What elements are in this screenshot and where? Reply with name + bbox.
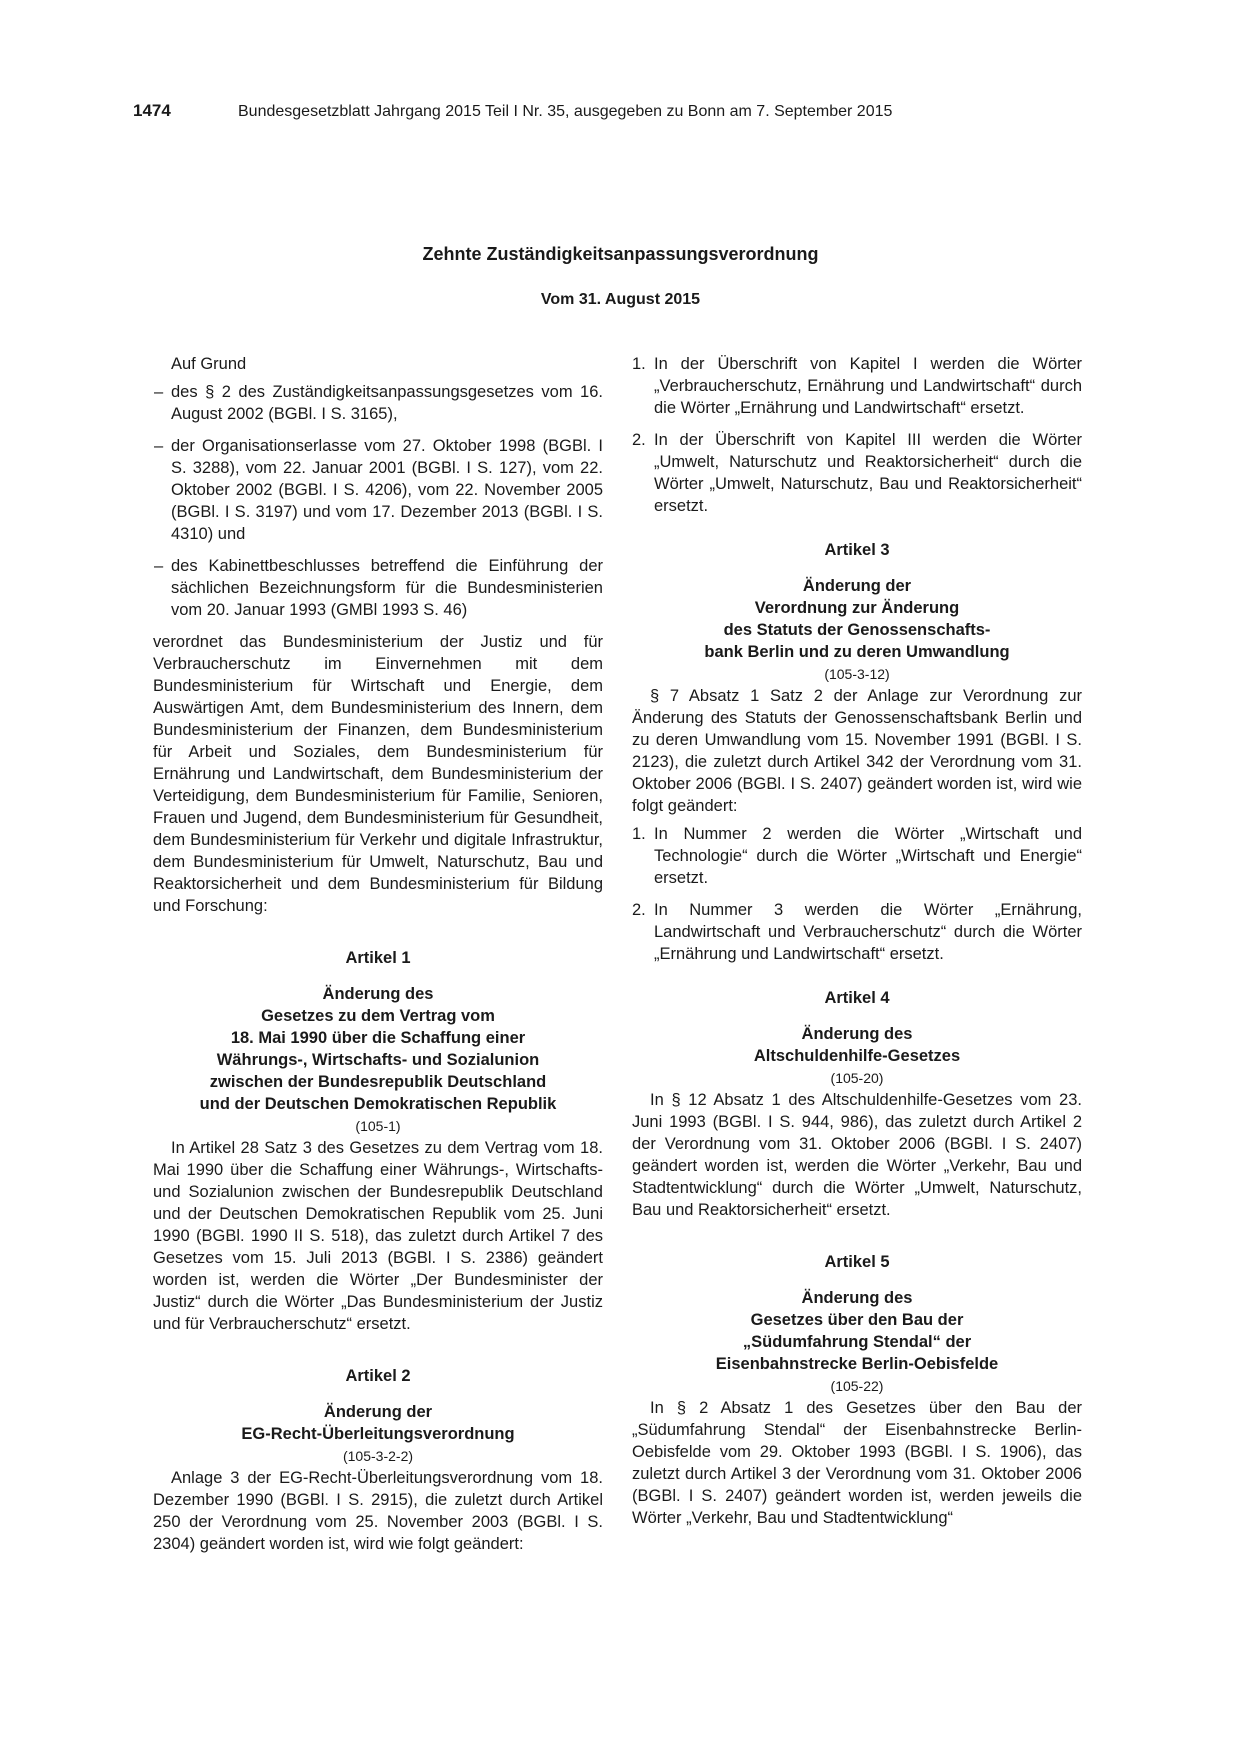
title-line: Währungs-, Wirtschafts- und Sozialunion — [216, 1051, 540, 1069]
title-line: Änderung des — [322, 985, 434, 1003]
article-heading: Artikel 2 — [345, 1367, 411, 1385]
article-2 — [153, 1365, 603, 1555]
list-item: – des Kabinettbeschlusses betreffend die Einführung der sächlichen Bezeichnungsform für die Bundesministerien vom 20. Januar 1993 (GMBl 1993 S. 46) — [154, 557, 603, 619]
title-line: Verordnung zur Änderung — [754, 599, 960, 617]
list-item: 1. In der Überschrift von Kapitel I werden die Wörter „Verbraucherschutz, Ernährung und Landwirtschaft“ durch die Wörter „Ernährung und Landwirtschaft“ ersetzt. — [632, 355, 1082, 417]
list-item: 2. In der Überschrift von Kapitel III werden die Wörter „Umwelt, Naturschutz und Reaktorsicherheit“ durch die Wörter „Umwelt, Naturschutz, Bau und Reaktorsicherheit“ ersetzt. — [632, 431, 1082, 515]
article-heading: Artikel 4 — [824, 989, 890, 1007]
title-line: EG-Recht-Überleitungsverordnung — [241, 1425, 515, 1443]
title-line: Altschuldenhilfe-Gesetzes — [753, 1047, 961, 1065]
fna-number: (105-22) — [830, 1378, 884, 1394]
document-title: Zehnte Zuständigkeitsanpassungsverordnung — [422, 244, 819, 264]
fna-number: (105-3-12) — [824, 666, 890, 682]
title-line: „Südumfahrung Stendal“ der — [742, 1333, 972, 1351]
article-text: In § 12 Absatz 1 des Altschuldenhilfe-Gesetzes vom 23. Juni 1993 (BGBl. I S. 944, 986), das zuletzt durch Artikel 2 der Verordnung vom 31. Oktober 2006 (BGBl. I S. 2407) geändert worden ist, werden die Wörter „Verkehr, Bau und Stadtentwicklung“ durch die Wörter „Umwelt, Naturschutz, Bau und Reaktorsicherheit“ ersetzt. — [632, 1091, 1082, 1219]
article-text: § 7 Absatz 1 Satz 2 der Anlage zur Verordnung zur Änderung des Statuts der Genossenschaftsbank Berlin und zu deren Umwandlung vom 15. November 1991 (BGBl. I S. 2123), die zuletzt durch Artikel 342 der Verordnung vom 31. Oktober 2006 (BGBl. I S. 2407) geändert worden ist, wird wie folgt geändert: — [632, 687, 1082, 815]
title-line: Gesetzes zu dem Vertrag vom — [261, 1007, 495, 1025]
title-line: zwischen der Bundesrepublik Deutschland — [209, 1073, 547, 1091]
fna-number: (105-3-2-2) — [342, 1448, 414, 1464]
title-line: und der Deutschen Demokratischen Republik — [199, 1095, 557, 1113]
article-title — [632, 1287, 1082, 1375]
article-text: In Artikel 28 Satz 3 des Gesetzes zu dem Vertrag vom 18. Mai 1990 über die Schaffung einer Währungs-, Wirtschafts- und Sozialunion zwischen der Bundesrepublik Deutschland und der Deutschen Demokratischen Republik vom 25. Juni 1990 (BGBl. 1990 II S. 518), das zuletzt durch Artikel 7 des Gesetzes vom 15. Juli 2013 (BGBl. I S. 2386) geändert worden ist, werden die Wörter „Der Bundesminister der Justiz“ durch die Wörter „Das Bundesministerium der Justiz und für Verbraucherschutz“ ersetzt. — [153, 1139, 603, 1333]
article-3 — [632, 539, 1082, 965]
list-item: – der Organisationserlasse vom 27. Oktober 1998 (BGBl. I S. 3288), vom 22. Januar 2001 (BGBl. I S. 127), vom 22. Oktober 2002 (BGBl. I S. 4206), vom 22. November 2005 (BGBl. I S. 3197) und vom 17. Dezember 2013 (BGBl. I S. 4310) und — [154, 437, 603, 543]
article-1 — [153, 947, 603, 1335]
article-title — [632, 1023, 1082, 1067]
list-item: 2. In Nummer 3 werden die Wörter „Ernährung, Landwirtschaft und Verbraucherschutz“ durch die Wörter „Ernährung und Landwirtschaft“ ersetzt. — [632, 901, 1082, 963]
legal-grounds-list — [153, 381, 603, 621]
title-line: Änderung der — [802, 577, 912, 595]
list-item: – des § 2 des Zuständigkeitsanpassungsgesetzes vom 16. August 2002 (BGBl. I S. 3165), — [154, 383, 603, 423]
article-text: In § 2 Absatz 1 des Gesetzes über den Bau der „Südumfahrung Stendal“ der Eisenbahnstrecke Berlin-Oebisfelde vom 29. Oktober 1993 (BGBl. I S. 1906), das zuletzt durch Artikel 3 der Verordnung vom 31. Oktober 2006 (BGBl. I S. 2407) geändert worden ist, werden jeweils die Wörter „Verkehr, Bau und Stadtentwicklung“ — [632, 1399, 1082, 1527]
title-line: des Statuts der Genossenschafts- — [723, 621, 991, 639]
running-header: Bundesgesetzblatt Jahrgang 2015 Teil I Nr. 35, ausgegeben zu Bonn am 7. September 2015 — [238, 103, 893, 120]
right-column — [632, 353, 1082, 1529]
article-4 — [632, 987, 1082, 1221]
title-line: Änderung des — [801, 1025, 913, 1043]
article-2-items — [632, 353, 1082, 517]
article-title — [153, 1401, 603, 1445]
fna-number: (105-1) — [355, 1118, 401, 1134]
article-heading: Artikel 5 — [824, 1253, 890, 1271]
document-date: Vom 31. August 2015 — [540, 291, 701, 308]
article-heading: Artikel 1 — [345, 949, 411, 967]
article-title — [153, 983, 603, 1115]
intro-text: Auf Grund — [171, 355, 247, 373]
left-column — [153, 353, 603, 1555]
article-heading: Artikel 3 — [824, 541, 890, 559]
title-line: Gesetzes über den Bau der — [750, 1311, 964, 1329]
article-5 — [632, 1251, 1082, 1529]
title-line: Änderung der — [323, 1403, 433, 1421]
decree-paragraph: verordnet das Bundesministerium der Justiz und für Verbraucherschutz im Einvernehmen mit dem Bundesministerium für Wirtschaft und Energie, dem Auswärtigen Amt, dem Bundesministerium des Innern, dem Bundesministerium der Finanzen, dem Bundesministerium für Arbeit und Soziales, dem Bundesministerium für Ernährung und Landwirtschaft, dem Bundesministerium der Verteidigung, dem Bundesministerium für Familie, Senioren, Frauen und Jugend, dem Bundesministerium für Gesundheit, dem Bundesministerium für Verkehr und digitale Infrastruktur, dem Bundesministerium für Umwelt, Naturschutz, Bau und Reaktorsicherheit und dem Bundesministerium für Bildung und Forschung: — [153, 633, 603, 915]
list-item: 1. In Nummer 2 werden die Wörter „Wirtschaft und Technologie“ durch die Wörter „Wirtschaft und Energie“ ersetzt. — [632, 825, 1082, 887]
title-line: Änderung des — [801, 1289, 913, 1307]
article-3-items — [632, 823, 1082, 965]
title-line: Eisenbahnstrecke Berlin-Oebisfelde — [715, 1355, 999, 1373]
title-line: 18. Mai 1990 über die Schaffung einer — [230, 1029, 526, 1047]
page-number: 1474 — [133, 101, 171, 120]
fna-number: (105-20) — [830, 1070, 884, 1086]
title-line: bank Berlin und zu deren Umwandlung — [704, 643, 1010, 661]
article-title — [632, 575, 1082, 663]
article-text: Anlage 3 der EG-Recht-Überleitungsverordnung vom 18. Dezember 1990 (BGBl. I S. 2915), die zuletzt durch Artikel 250 der Verordnung vom 25. November 2003 (BGBl. I S. 2304) geändert worden ist, wird wie folgt geändert: — [153, 1469, 603, 1553]
